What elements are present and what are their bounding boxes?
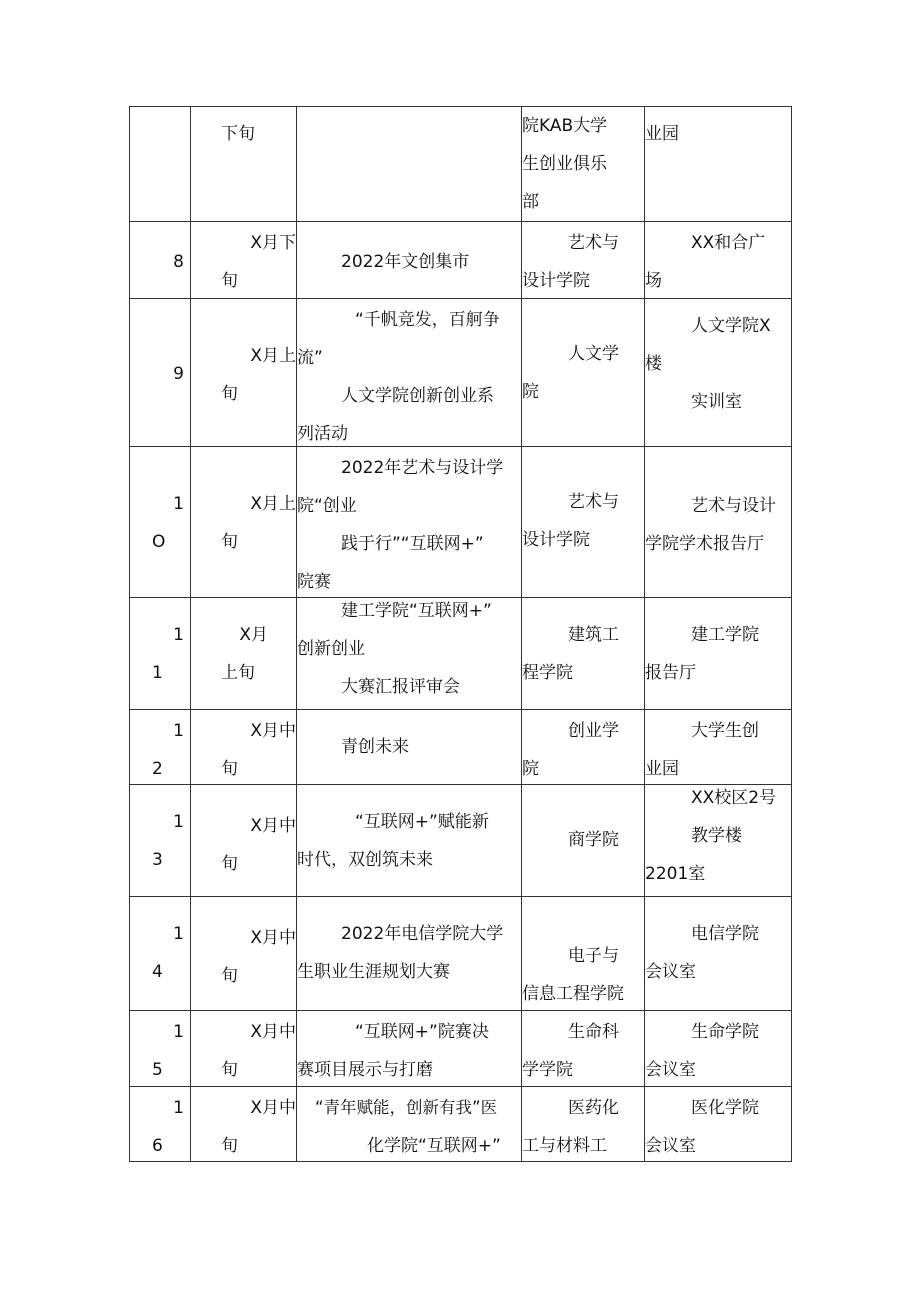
cell-place: 业园 [645,107,792,222]
cell-place: 大学生创 业园 [645,710,792,785]
cell-place: 医化学院 会议室 [645,1087,792,1162]
cell-no: 1 1 [130,598,191,710]
activity-table [129,106,792,1162]
cell-place: 电信学院 会议室 [645,897,792,1011]
cell-no: 1 2 [130,710,191,785]
cell-name: “青年赋能，创新有我”医 化学院“互联网+” [297,1087,522,1162]
cell-name: 建工学院“互联网+” 创新创业 大赛汇报评审会 [297,598,522,710]
cell-time: X月下 旬 [191,222,297,299]
table-row [130,897,792,1011]
cell-org: 艺术与 设计学院 [522,222,645,299]
cell-time: 下旬 [191,107,297,222]
table-row [130,1087,792,1162]
cell-org: 人文学 院 [522,299,645,447]
cell-no: 1 5 [130,1011,191,1087]
cell-org: 创业学 院 [522,710,645,785]
table-row [130,785,792,897]
cell-name: 2022年电信学院大学 生职业生涯规划大赛 [297,897,522,1011]
table-row [130,710,792,785]
table-row [130,222,792,299]
cell-name: “千帆竞发，百舸争 流” 人文学院创新创业系 列活动 [297,299,522,447]
cell-time: X月中 旬 [191,1087,297,1162]
cell-no: 1 4 [130,897,191,1011]
cell-org: 商学院 [522,785,645,897]
cell-time: X月上 旬 [191,447,297,598]
cell-org: 建筑工 程学院 [522,598,645,710]
cell-name: “互联网+”院赛决 赛项目展示与打磨 [297,1011,522,1087]
cell-place: 艺术与设计 学院学术报告厅 [645,447,792,598]
cell-org: 医药化 工与材料工 [522,1087,645,1162]
table-row [130,447,792,598]
cell-time: X月中 旬 [191,710,297,785]
cell-name: “互联网+”赋能新 时代，双创筑未来 [297,785,522,897]
cell-org: 艺术与 设计学院 [522,447,645,598]
cell-name: 2022年艺术与设计学 院“创业 践于行”“互联网+” 院赛 [297,447,522,598]
cell-no: 1 3 [130,785,191,897]
table-row [130,1011,792,1087]
table-row [130,107,792,222]
cell-no [130,107,191,222]
cell-name [297,107,522,222]
cell-org: 生命科 学学院 [522,1011,645,1087]
cell-place: 建工学院 报告厅 [645,598,792,710]
cell-time: X月中 旬 [191,785,297,897]
cell-no: 9 [130,299,191,447]
cell-no: 1 6 [130,1087,191,1162]
cell-place: XX和合广 场 [645,222,792,299]
cell-time: X月上 旬 [191,299,297,447]
cell-time: X月 上旬 [191,598,297,710]
cell-name: 2022年文创集市 [297,222,522,299]
cell-time: X月中 旬 [191,897,297,1011]
cell-no: 8 [130,222,191,299]
cell-no: 1 O [130,447,191,598]
cell-org: 电子与 信息工程学院 [522,897,645,1011]
cell-place: XX校区2号 教学楼 2201室 [645,785,792,897]
cell-place: 生命学院 会议室 [645,1011,792,1087]
cell-time: X月中 旬 [191,1011,297,1087]
table-row [130,299,792,447]
table-row [130,598,792,710]
cell-org: 院KAB大学 生创业俱乐 部 [522,107,645,222]
cell-place: 人文学院X 楼 实训室 [645,299,792,447]
cell-name: 青创未来 [297,710,522,785]
